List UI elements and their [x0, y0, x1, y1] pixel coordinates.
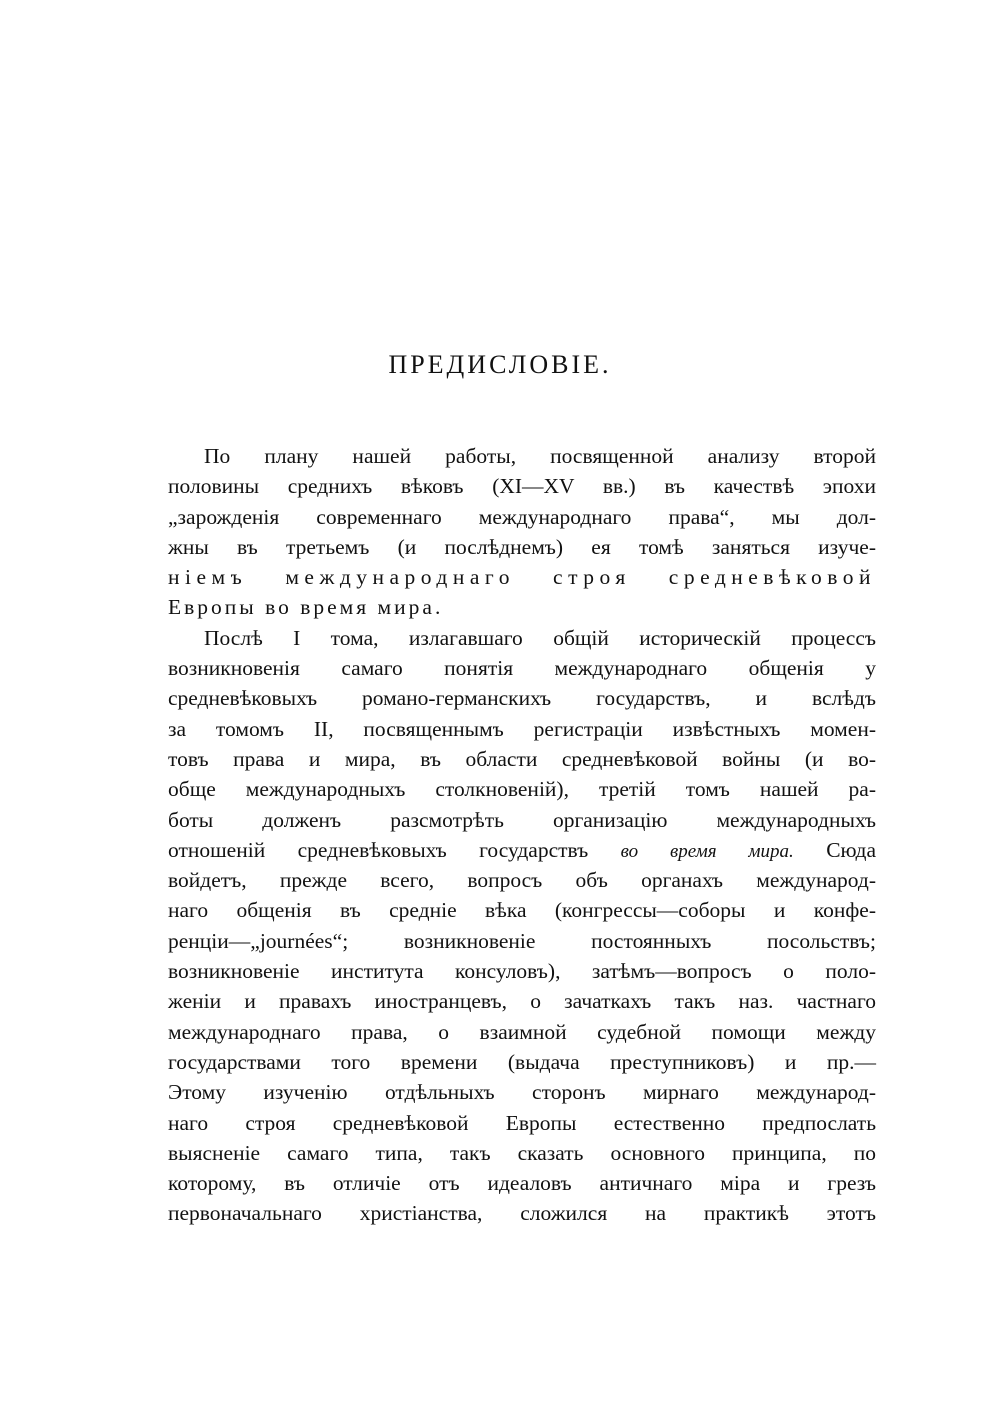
text-line: государствами того времени (выдача преступниковъ) и пр.— — [168, 1049, 876, 1074]
text-line: женіи и правахъ иностранцевъ, о зачаткахъ такъ наз. частнаго — [168, 989, 876, 1014]
text-segment: Сюда — [793, 837, 876, 862]
text-line: По плану нашей работы, посвященной анализу второй — [204, 444, 876, 468]
text-line: войдетъ, прежде всего, вопросъ объ органахъ международ- — [168, 868, 876, 893]
text-line: Этому изученію отдѣльныхъ сторонъ мирнаго международ- — [168, 1080, 876, 1105]
text-line: выясненіе самаго типа, такъ сказать основного принципа, по — [168, 1140, 876, 1165]
text-line: за томомъ II, посвященнымъ регистраціи извѣстныхъ момен- — [168, 716, 876, 741]
text-line: половины среднихъ вѣковъ (XI—XV вв.) въ качествѣ эпохи — [168, 474, 876, 499]
italic-phrase: во время мира. — [620, 840, 794, 862]
text-line: международнаго права, о взаимной судебной помощи между — [168, 1019, 876, 1044]
text-line: наго общенія въ средніе вѣка (конгрессы—соборы и конфе- — [168, 898, 876, 923]
text-line: возникновенія самаго понятія международнаго общенія у — [168, 656, 876, 681]
text-line: которому, въ отличіе отъ идеаловъ античнаго міра и грезъ — [168, 1171, 876, 1196]
page-title: ПРЕДИСЛОВІЕ. — [388, 350, 612, 379]
text-line: средневѣковыхъ романо-германскихъ государствъ, и вслѣдъ — [168, 686, 876, 711]
text-segment: отношеній средневѣковыхъ государствъ — [168, 837, 621, 862]
text-line — [168, 835, 876, 865]
text-line: ренціи—„journées“; возникновеніе постоянныхъ посольствъ; — [168, 928, 876, 953]
text-line: первоначальнаго христіанства, сложился на практикѣ этотъ — [168, 1201, 876, 1226]
text-line: обще международныхъ столкновеній), третій томъ нашей ра- — [168, 777, 876, 802]
text-line: наго строя средневѣковой Европы естественно предпослать — [168, 1110, 876, 1135]
text-line: ніемъ международнаго строя средневѣковой — [168, 565, 876, 590]
text-line: боты долженъ разсмотрѣть организацію международныхъ — [168, 807, 876, 832]
text-line: „зарожденія современнаго международнаго права“, мы дол- — [168, 504, 876, 529]
text-line: возникновеніе института консуловъ), затѣмъ—вопросъ о поло- — [168, 959, 876, 984]
text-line: товъ права и мира, въ области средневѣковой войны (и во- — [168, 746, 876, 771]
text-line: Послѣ I тома, излагавшаго общій историческій процессъ — [204, 625, 876, 650]
body-text — [168, 441, 876, 1229]
text-line: жны въ третьемъ (и послѣднемъ) ея томѣ заняться изуче- — [168, 534, 876, 559]
text-line: Европы во время мира. — [168, 595, 444, 620]
